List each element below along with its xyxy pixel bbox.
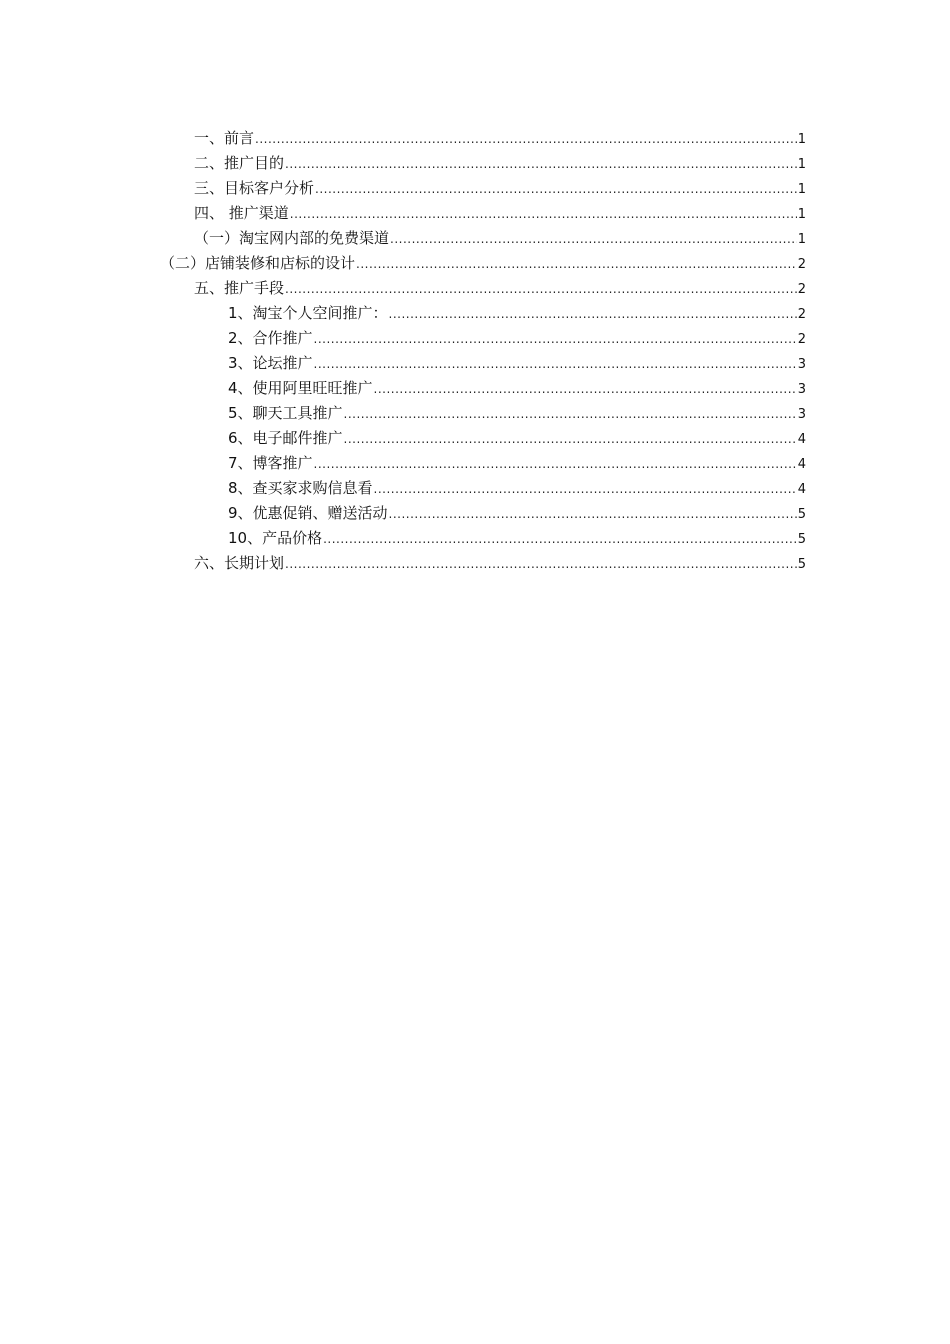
toc-entry-title: 5、聊天工具推广 (228, 404, 343, 422)
toc-entry-page: 5 (797, 557, 806, 572)
toc-entry-channels[interactable] (194, 201, 806, 225)
toc-entry-title: 3、论坛推广 (228, 354, 313, 372)
toc-dot-leader (390, 227, 797, 251)
toc-entry-title: 三、目标客户分析 (194, 179, 315, 197)
toc-entry-title: 9、优惠促销、赠送活动 (228, 504, 388, 522)
toc-dot-leader (344, 402, 797, 426)
toc-entry-title: 一、前言 (194, 129, 255, 147)
toc-entry-method-1[interactable] (228, 301, 806, 325)
toc-dot-leader (374, 377, 797, 401)
toc-entry-method-6[interactable] (228, 426, 806, 450)
toc-entry-title: 五、推广手段 (194, 279, 285, 297)
toc-dot-leader (285, 277, 797, 301)
toc-entry-title: 6、电子邮件推广 (228, 429, 343, 447)
toc-entry-foreword[interactable] (194, 126, 806, 150)
toc-entry-title: 4、使用阿里旺旺推广 (228, 379, 373, 397)
toc-entry-page: 3 (797, 382, 806, 397)
toc-entry-method-8[interactable] (228, 476, 806, 500)
toc-entry-methods[interactable] (194, 276, 806, 300)
toc-dot-leader (315, 177, 797, 201)
toc-dot-leader (389, 302, 797, 326)
toc-entry-method-4[interactable] (228, 376, 806, 400)
toc-entry-method-3[interactable] (228, 351, 806, 375)
toc-entry-title: 二、推广目的 (194, 154, 285, 172)
toc-entry-page: 4 (797, 482, 806, 497)
toc-dot-leader (314, 327, 797, 351)
toc-entry-title: 六、长期计划 (194, 554, 285, 572)
toc-entry-page: 3 (797, 357, 806, 372)
toc-entry-title: 7、博客推广 (228, 454, 313, 472)
toc-entry-page: 3 (797, 407, 806, 422)
toc-entry-title: 10、产品价格 (228, 529, 323, 547)
toc-entry-free-channels[interactable] (194, 226, 806, 250)
toc-entry-target-customers[interactable] (194, 176, 806, 200)
toc-entry-page: 2 (797, 257, 806, 272)
toc-entry-page: 5 (797, 507, 806, 522)
toc-entry-store-design[interactable] (160, 251, 806, 275)
toc-entry-title: 2、合作推广 (228, 329, 313, 347)
toc-entry-page: 2 (797, 282, 806, 297)
toc-dot-leader (285, 152, 797, 176)
toc-entry-title: 四、 推广渠道 (194, 204, 289, 222)
toc-dot-leader (290, 202, 797, 226)
toc-entry-page: 2 (797, 307, 806, 322)
toc-entry-page: 1 (797, 207, 806, 222)
toc-entry-page: 2 (797, 332, 806, 347)
toc-dot-leader (389, 502, 797, 526)
toc-entry-page: 5 (797, 532, 806, 547)
toc-dot-leader (344, 427, 797, 451)
toc-dot-leader (356, 252, 797, 276)
toc-entry-page: 1 (797, 132, 806, 147)
toc-entry-page: 1 (797, 232, 806, 247)
toc-dot-leader (255, 127, 797, 151)
toc-dot-leader (374, 477, 797, 501)
toc-entry-page: 4 (797, 432, 806, 447)
toc-entry-title: 8、查买家求购信息看 (228, 479, 373, 497)
toc-entry-method-9[interactable] (228, 501, 806, 525)
toc-dot-leader (323, 527, 797, 551)
toc-entry-long-term-plan[interactable] (194, 551, 806, 575)
toc-entry-method-10[interactable] (228, 526, 806, 550)
toc-entry-title: 1、淘宝个人空间推广： (228, 304, 388, 322)
toc-entry-method-2[interactable] (228, 326, 806, 350)
toc-dot-leader (285, 552, 797, 576)
toc-entry-purpose[interactable] (194, 151, 806, 175)
toc-entry-title: （二）店铺装修和店标的设计 (160, 254, 356, 272)
toc-entry-page: 1 (797, 157, 806, 172)
toc-entry-method-5[interactable] (228, 401, 806, 425)
toc-entry-title: （一）淘宝网内部的免费渠道 (194, 229, 390, 247)
toc-entry-page: 1 (797, 182, 806, 197)
toc-dot-leader (314, 352, 797, 376)
toc-entry-method-7[interactable] (228, 451, 806, 475)
toc-entry-page: 4 (797, 457, 806, 472)
toc-dot-leader (314, 452, 797, 476)
